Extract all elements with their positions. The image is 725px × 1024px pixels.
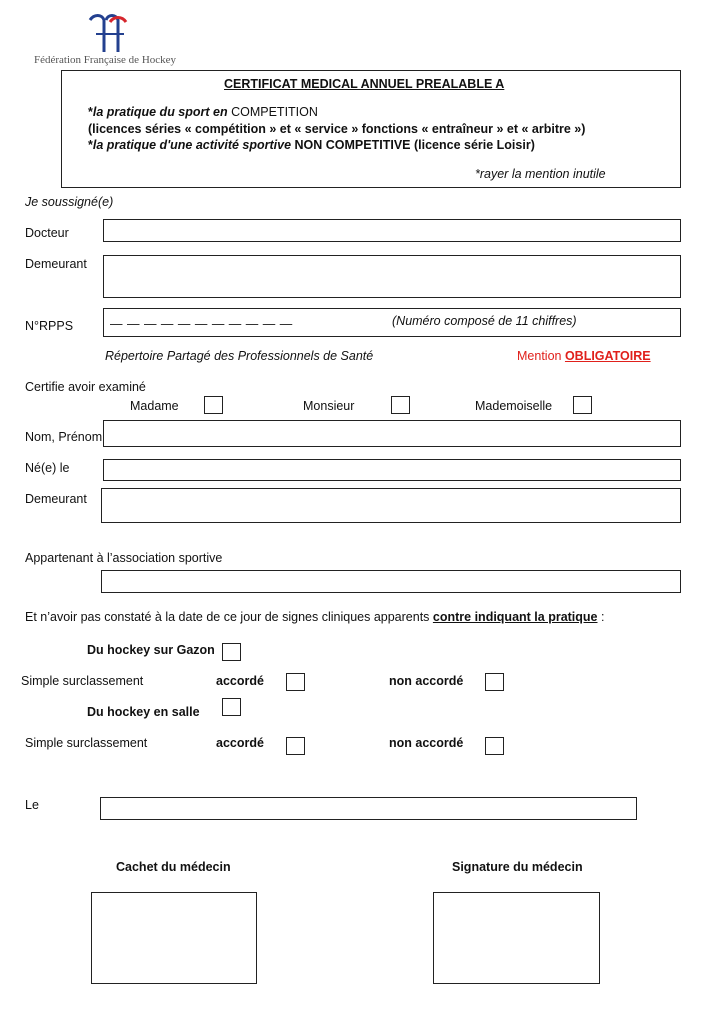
ne-le-label: Né(e) le <box>25 461 70 475</box>
cachet-box[interactable] <box>91 892 257 984</box>
madame-label: Madame <box>130 399 179 413</box>
cachet-label: Cachet du médecin <box>116 860 231 874</box>
accorde2-label: accordé <box>216 736 264 750</box>
rpps-label: N°RPPS <box>25 319 74 333</box>
monsieur-checkbox[interactable] <box>391 396 410 414</box>
rpps-field[interactable] <box>103 308 681 337</box>
rpps-repertoire: Répertoire Partagé des Professionnels de Santé <box>105 349 374 363</box>
nom-prenom-label: Nom, Prénom <box>25 430 103 444</box>
rpps-hint: (Numéro composé de 11 chiffres) <box>392 314 577 328</box>
surclassement1-label: Simple surclassement <box>21 674 144 688</box>
le-label: Le <box>25 798 39 812</box>
association-label: Appartenant à l’association sportive <box>25 551 223 565</box>
accorde2-checkbox[interactable] <box>286 737 305 755</box>
salle-label: Du hockey en salle <box>87 705 200 719</box>
madame-checkbox[interactable] <box>204 396 223 414</box>
gazon-label: Du hockey sur Gazon <box>87 643 215 657</box>
demeurant1-label: Demeurant <box>25 257 87 271</box>
non-accorde2-checkbox[interactable] <box>485 737 504 755</box>
logo-text: Fédération Française de Hockey <box>34 54 177 66</box>
salle-checkbox[interactable] <box>222 698 241 716</box>
monsieur-label: Monsieur <box>303 399 355 413</box>
soussigne-label: Je soussigné(e) <box>25 195 114 209</box>
association-field[interactable] <box>101 570 681 593</box>
header-title: CERTIFICAT MEDICAL ANNUEL PREALABLE A <box>224 77 505 91</box>
ffh-logo-mark <box>80 12 140 54</box>
header-note: *rayer la mention inutile <box>475 167 606 181</box>
ne-le-field[interactable] <box>103 459 681 481</box>
signature-box[interactable] <box>433 892 600 984</box>
accorde1-checkbox[interactable] <box>286 673 305 691</box>
header-box <box>61 70 681 188</box>
ffh-logo <box>30 12 177 70</box>
surclassement2-label: Simple surclassement <box>25 736 148 750</box>
header-line3: *la pratique d'une activité sportive NON COMPETITIVE (licence série Loisir) <box>88 138 535 152</box>
non-accorde2-label: non accordé <box>389 736 464 750</box>
certifie-label: Certifie avoir examiné <box>25 380 146 394</box>
demeurant2-field[interactable] <box>101 488 681 523</box>
mention-obligatoire: Mention OBLIGATOIRE <box>517 349 651 363</box>
constate-text: Et n’avoir pas constaté à la date de ce jour de signes cliniques apparents contre indiquant la pratique : <box>25 610 605 624</box>
le-field[interactable] <box>100 797 637 820</box>
non-accorde1-checkbox[interactable] <box>485 673 504 691</box>
signature-label: Signature du médecin <box>452 860 583 874</box>
rpps-dashes: — — — — — — — — — — — <box>110 317 293 331</box>
demeurant2-label: Demeurant <box>25 492 87 506</box>
docteur-field[interactable] <box>103 219 681 242</box>
mademoiselle-label: Mademoiselle <box>475 399 553 413</box>
non-accorde1-label: non accordé <box>389 674 464 688</box>
header-line2: (licences séries « compétition » et « service » fonctions « entraîneur » et « arbitre ») <box>88 122 586 136</box>
demeurant1-field[interactable] <box>103 255 681 298</box>
accorde1-label: accordé <box>216 674 264 688</box>
docteur-label: Docteur <box>25 226 69 240</box>
header-line1: *la pratique du sport en COMPETITION <box>88 105 318 119</box>
mademoiselle-checkbox[interactable] <box>573 396 592 414</box>
nom-prenom-field[interactable] <box>103 420 681 447</box>
gazon-checkbox[interactable] <box>222 643 241 661</box>
